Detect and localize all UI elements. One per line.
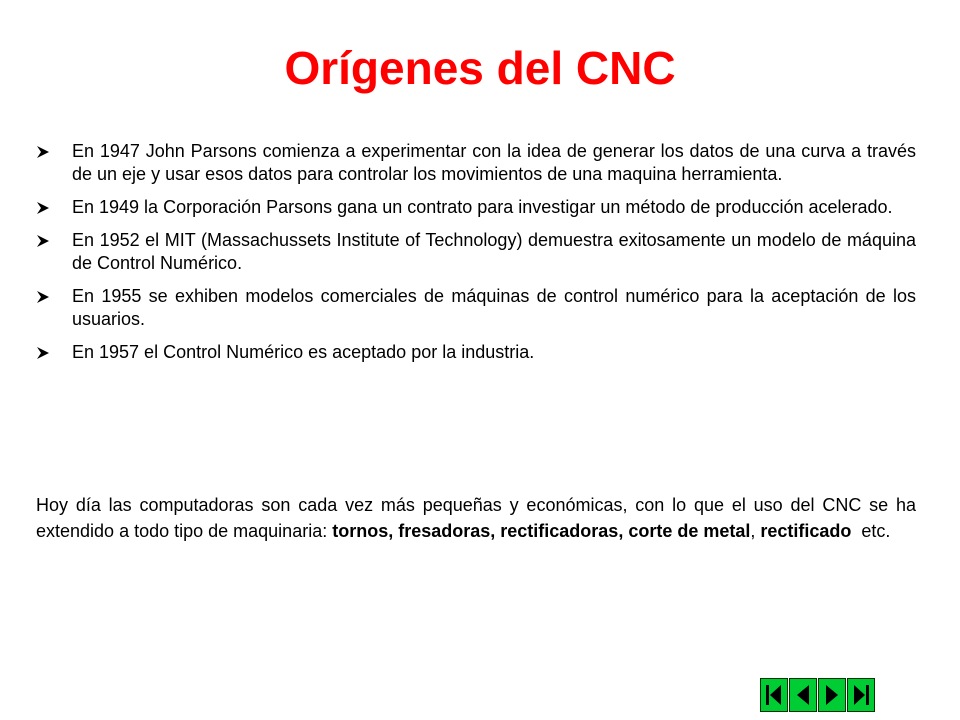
- bullet-item: [36, 196, 916, 219]
- first-slide-button[interactable]: [760, 678, 788, 712]
- previous-slide-button[interactable]: [789, 678, 817, 712]
- next-slide-button[interactable]: [818, 678, 846, 712]
- arrowhead-bullet-icon: [36, 346, 50, 360]
- bullet-item: [36, 229, 916, 275]
- bullet-text: En 1955 se exhiben modelos comerciales de máquinas de control numérico para la aceptación de los usuarios.: [72, 286, 916, 329]
- bullet-item: [36, 140, 916, 186]
- bullet-text: En 1949 la Corporación Parsons gana un contrato para investigar un método de producción acelerado.: [72, 197, 893, 217]
- first-slide-icon: [761, 679, 787, 711]
- bullet-text: En 1952 el MIT (Massachussets Institute of Technology) demuestra exitosamente un modelo de máquina de Control Numérico.: [72, 230, 916, 273]
- paragraph-outro: etc.: [851, 521, 891, 541]
- bullet-item: [36, 285, 916, 331]
- paragraph-rectificado-bold: rectificado: [760, 521, 852, 541]
- next-slide-icon: [819, 679, 845, 711]
- paragraph-separator: ,: [750, 521, 761, 541]
- arrowhead-bullet-icon: [36, 290, 50, 304]
- bullet-item: [36, 341, 916, 364]
- slide-title: Orígenes del CNC: [284, 42, 676, 94]
- arrowhead-bullet-icon: [36, 234, 50, 248]
- slide-navigation: [760, 678, 875, 712]
- bullet-text: En 1957 el Control Numérico es aceptado por la industria.: [72, 342, 535, 362]
- last-slide-button[interactable]: [847, 678, 875, 712]
- summary-paragraph: [36, 492, 916, 544]
- previous-slide-icon: [790, 679, 816, 711]
- bullet-text: En 1947 John Parsons comienza a experimentar con la idea de generar los datos de una curva a través de un eje y usar esos datos para controlar los movimientos de una maquina herramienta.: [72, 141, 916, 184]
- arrowhead-bullet-icon: [36, 145, 50, 159]
- arrowhead-bullet-icon: [36, 201, 50, 215]
- last-slide-icon: [848, 679, 874, 711]
- paragraph-intro: Hoy día las computadoras son cada vez más pequeñas y económicas, con lo que el uso del CNC se ha extendido a todo tipo de maquinaria:: [36, 495, 916, 541]
- bullet-list: [36, 140, 916, 374]
- paragraph-machines-bold: tornos, fresadoras, rectificadoras, corte de metal: [332, 521, 751, 541]
